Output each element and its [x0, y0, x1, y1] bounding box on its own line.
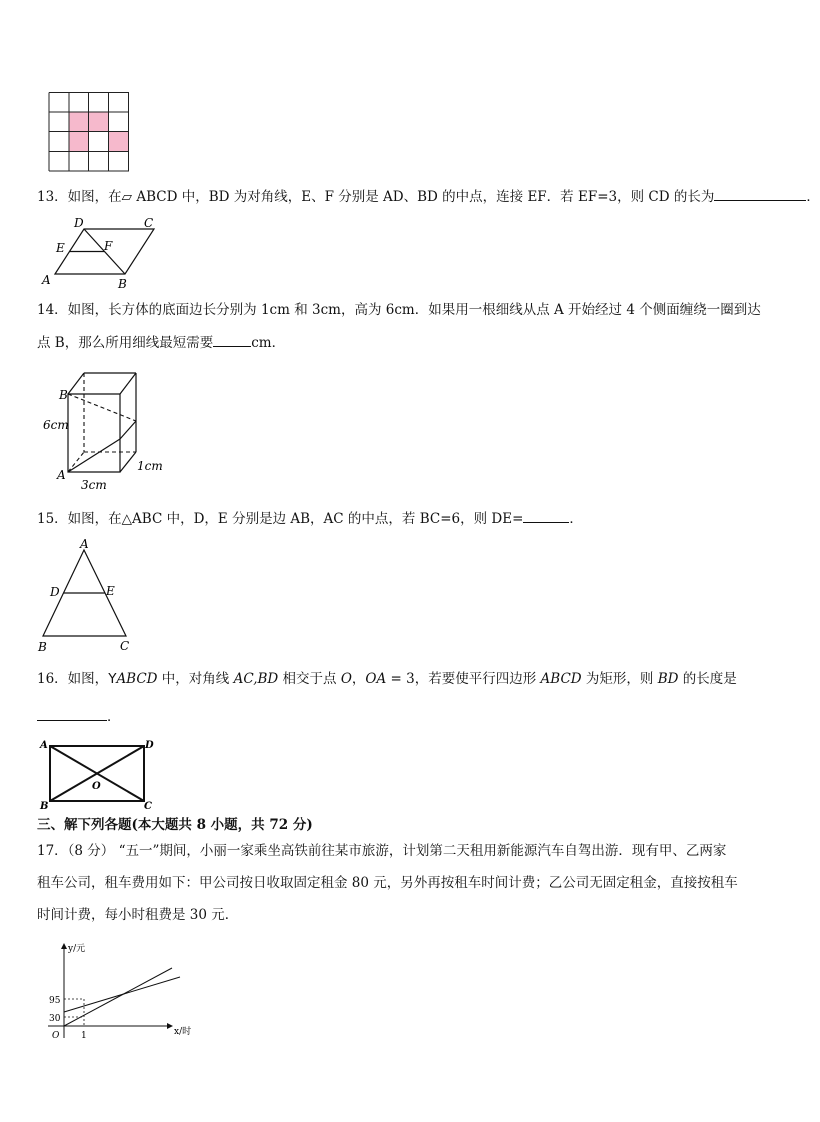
question-17-line2	[37, 873, 738, 893]
q16-rectangle-figure	[38, 738, 158, 816]
question-13-text	[37, 186, 820, 207]
q14-stem-3: cm．	[251, 335, 286, 351]
q14-stem-2: 点 B，那么所用细线最短需要	[37, 335, 214, 351]
q16-text-9: = 3，若要使平行四边形	[386, 671, 541, 687]
q16-label-d: D	[145, 740, 154, 751]
q13-parallelogram-figure	[40, 214, 170, 296]
q17-y-label: y/元	[68, 944, 86, 954]
q16-text-2: ABCD	[116, 671, 158, 687]
question-16-line1	[37, 669, 737, 689]
q16-text-6: O	[340, 671, 352, 687]
q13-label-c: C	[144, 216, 154, 230]
q15-end: ．	[569, 511, 583, 527]
q16-text-7: ，	[351, 671, 366, 687]
q16-text-10: ABCD	[540, 671, 582, 687]
q16-text-12: BD	[657, 671, 679, 687]
q14-stem-1: 14．如图，长方体的底面边长分别为 1cm 和 3cm，高为 6cm．如果用一根细线从点 A 开始经过 4 个侧面缠绕一圈到达	[37, 302, 761, 318]
q15-answer-blank[interactable]	[523, 508, 569, 523]
q17-x-label: x/时	[174, 1027, 192, 1037]
grid-figure	[48, 92, 132, 176]
q17-x-tick-1: 1	[81, 1031, 87, 1041]
q13-label-e: E	[56, 241, 65, 255]
q13-stem: 13．如图，在▱ ABCD 中，BD 为对角线，E、F 分别是 AD、BD 的中点，连接 EF．若 EF=3，则 CD 的长为	[37, 189, 715, 205]
parallelogram-symbol: Y	[108, 671, 117, 687]
q15-label-e: E	[106, 584, 115, 598]
q14-label-b: B	[59, 388, 68, 402]
q14-answer-blank[interactable]	[213, 332, 251, 347]
q16-answer-blank[interactable]	[37, 706, 107, 721]
q14-cuboid-figure	[40, 366, 170, 496]
question-16-line2	[37, 706, 121, 727]
question-15-text	[37, 508, 583, 529]
q16-text-8: OA	[365, 671, 387, 687]
q13-label-b: B	[118, 277, 127, 291]
q15-label-a: A	[80, 537, 89, 551]
q16-label-c: C	[144, 801, 152, 812]
q13-label-f: F	[104, 239, 113, 253]
section-3-heading	[37, 815, 313, 835]
q16-text-3: 中，对角线	[157, 671, 234, 687]
question-17-line3	[37, 905, 238, 925]
q13-end: ．	[806, 189, 820, 205]
q15-label-b: B	[38, 640, 47, 654]
q16-end: ．	[107, 709, 121, 725]
q16-text-5: 相交于点	[278, 671, 341, 687]
q17-y-tick-30: 30	[49, 1014, 61, 1024]
question-14-line2	[37, 332, 285, 353]
q17-stem-3: 时间计费，每小时租费是 30 元．	[37, 907, 239, 923]
q15-stem: 15．如图，在△ABC 中，D，E 分别是边 AB，AC 的中点，若 BC=6，则 DE=	[37, 511, 524, 527]
q13-answer-blank[interactable]	[714, 186, 806, 201]
q14-label-a: A	[57, 468, 66, 482]
q16-text-4: AC,BD	[233, 671, 279, 687]
q16-label-a: A	[40, 740, 48, 751]
q17-origin-label: O	[52, 1031, 60, 1041]
question-14-line1	[37, 300, 761, 320]
q16-label-b: B	[40, 801, 49, 812]
q16-text-1: 16．如图，	[37, 671, 109, 687]
q17-stem-2: 租车公司，租车费用如下：甲公司按日收取固定租金 80 元，另外再按租车时间计费；乙公司无固定租金，直接按租车	[37, 875, 738, 891]
q14-label-height: 6cm	[43, 418, 69, 432]
q15-label-c: C	[120, 639, 130, 653]
q17-y-tick-95: 95	[49, 996, 61, 1006]
q14-label-depth: 1cm	[137, 459, 163, 473]
section-3-title: 三、解下列各题(本大题共 8 小题，共 72 分)	[37, 817, 313, 833]
q16-text-11: 为矩形，则	[581, 671, 658, 687]
question-17-line1	[37, 841, 726, 861]
q16-text-13: 的长度是	[678, 671, 737, 687]
q13-label-a: A	[42, 273, 51, 287]
q17-graph-figure	[40, 938, 210, 1048]
q13-label-d: D	[74, 216, 84, 230]
q15-triangle-figure	[36, 538, 136, 660]
q17-stem-1: 17．（8 分） “五一”期间，小丽一家乘坐高铁前往某市旅游，计划第二天租用新能源汽车自驾出游．现有甲、乙两家	[37, 843, 727, 859]
q14-label-width: 3cm	[81, 478, 107, 492]
q16-label-o: O	[92, 781, 101, 792]
q15-label-d: D	[50, 585, 60, 599]
